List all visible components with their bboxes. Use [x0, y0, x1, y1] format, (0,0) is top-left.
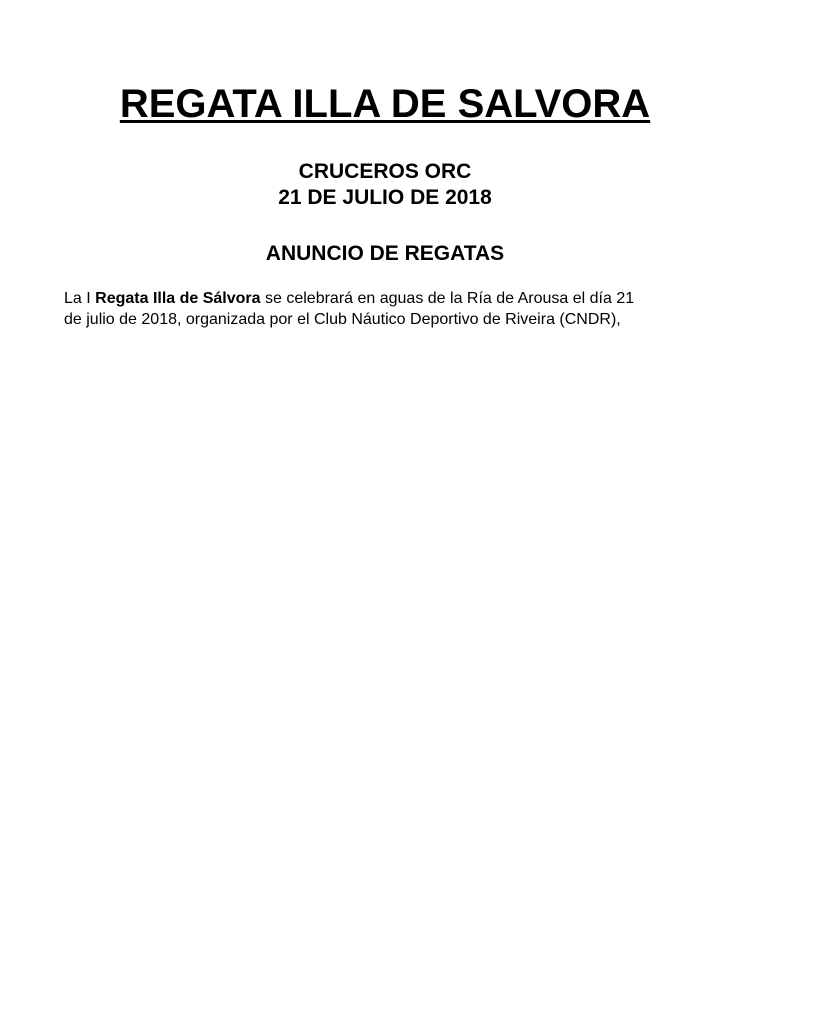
event-date: 21 DE JULIO DE 2018 — [278, 186, 492, 209]
paragraph-line-1-suffix: se celebrará en aguas de la Ría de Arousa el día 21 — [260, 290, 635, 307]
intro-paragraph — [64, 288, 724, 330]
section-heading: ANUNCIO DE REGATAS — [265, 242, 505, 265]
paragraph-line-1-prefix: La I — [64, 290, 96, 307]
regatta-name: Regata Illa de Sálvora — [95, 290, 261, 307]
paragraph-line-2: de julio de 2018, organizada por el Club Náutico Deportivo de Riveira (CNDR), — [64, 311, 621, 328]
paragraph-line-1 — [64, 288, 724, 309]
document-title: REGATA ILLA DE SALVORA — [119, 82, 651, 126]
event-category: CRUCEROS ORC — [298, 160, 472, 183]
